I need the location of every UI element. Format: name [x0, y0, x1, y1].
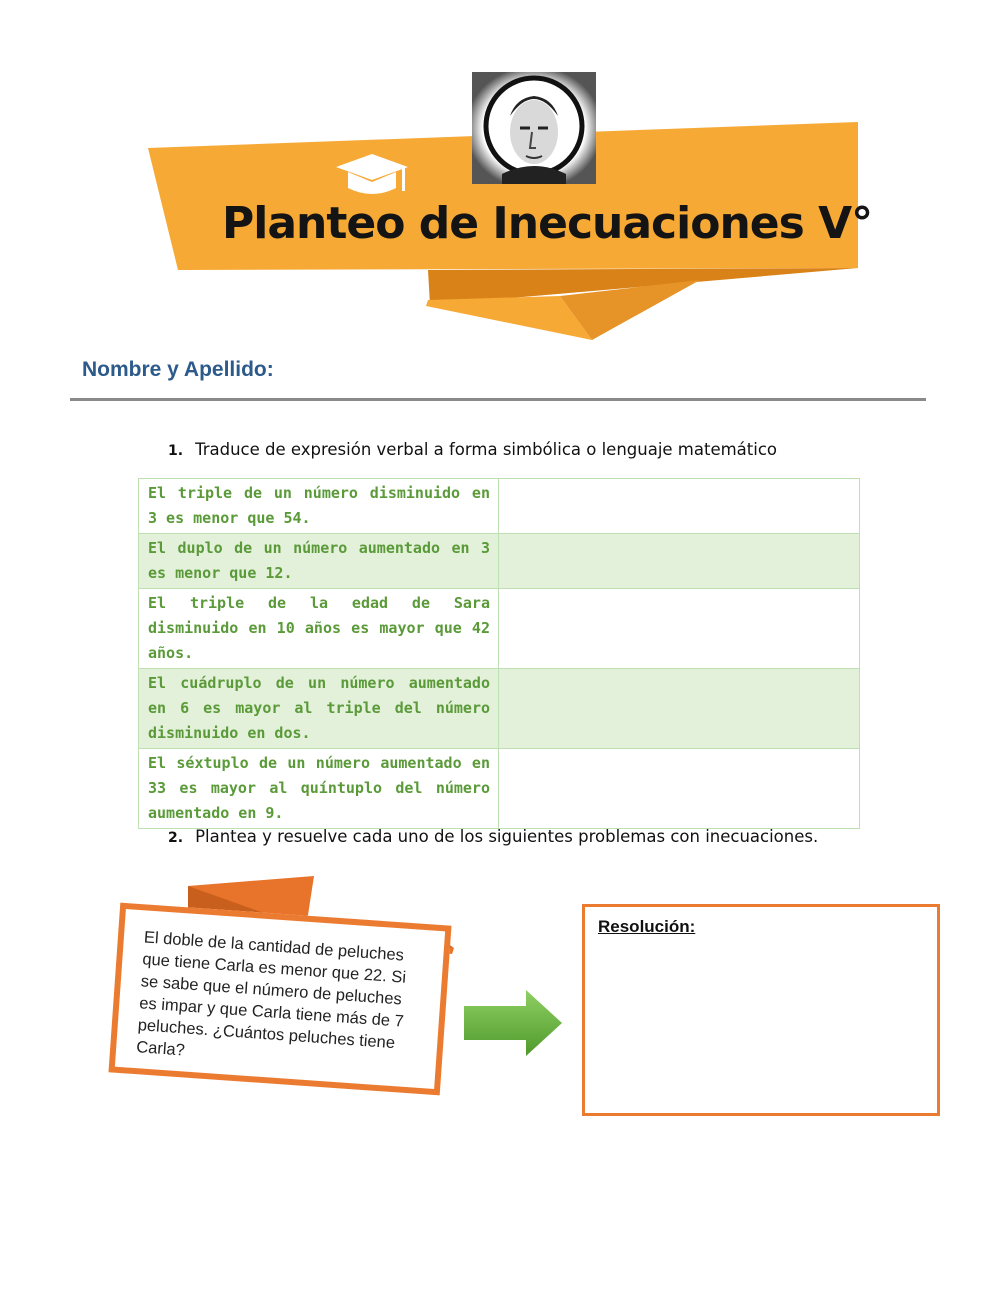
- problem-card: [108, 903, 451, 1096]
- statement-cell: El duplo de un número aumentado en 3 es menor que 12.: [139, 534, 499, 589]
- translation-table: [138, 478, 860, 829]
- graduation-cap-icon: [334, 152, 410, 198]
- statement-cell: El triple de un número disminuido en 3 es menor que 54.: [139, 479, 499, 534]
- answer-cell[interactable]: [499, 479, 860, 534]
- table-row: [139, 479, 860, 534]
- page-title: Planteo de Inecuaciones V°: [222, 198, 873, 249]
- resolution-label: Resolución:: [598, 917, 696, 936]
- answer-cell[interactable]: [499, 749, 860, 829]
- instruction-text: Traduce de expresión verbal a forma simbólica o lenguaje matemático: [195, 440, 778, 459]
- problem-text: El doble de la cantidad de peluches que tiene Carla es menor que 22. Si se sabe que el número de peluches es impar y que Carla tiene más de 7 peluches. ¿Cuántos peluches tiene Carla?: [135, 928, 407, 1060]
- table-row: [139, 589, 860, 669]
- portrait-image: [472, 72, 596, 184]
- table-row: [139, 749, 860, 829]
- table-row: [139, 669, 860, 749]
- divider: [70, 398, 926, 401]
- answer-cell[interactable]: [499, 589, 860, 669]
- arrow-right-icon: [462, 988, 564, 1058]
- instruction-number: 1.: [168, 443, 184, 459]
- instruction-1: [168, 440, 777, 459]
- instruction-number: 2.: [168, 830, 184, 846]
- instruction-2: [168, 827, 818, 846]
- answer-cell[interactable]: [499, 534, 860, 589]
- statement-cell: El triple de la edad de Sara disminuido en 10 años es mayor que 42 años.: [139, 589, 499, 669]
- resolution-box[interactable]: [582, 904, 940, 1116]
- name-label: Nombre y Apellido:: [82, 358, 274, 381]
- statement-cell: El séxtuplo de un número aumentado en 33 es mayor al quíntuplo del número aumentado en 9.: [139, 749, 499, 829]
- answer-cell[interactable]: [499, 669, 860, 749]
- table-row: [139, 534, 860, 589]
- statement-cell: El cuádruplo de un número aumentado en 6 es mayor al triple del número disminuido en dos.: [139, 669, 499, 749]
- instruction-text: Plantea y resuelve cada uno de los siguientes problemas con inecuaciones.: [195, 827, 819, 846]
